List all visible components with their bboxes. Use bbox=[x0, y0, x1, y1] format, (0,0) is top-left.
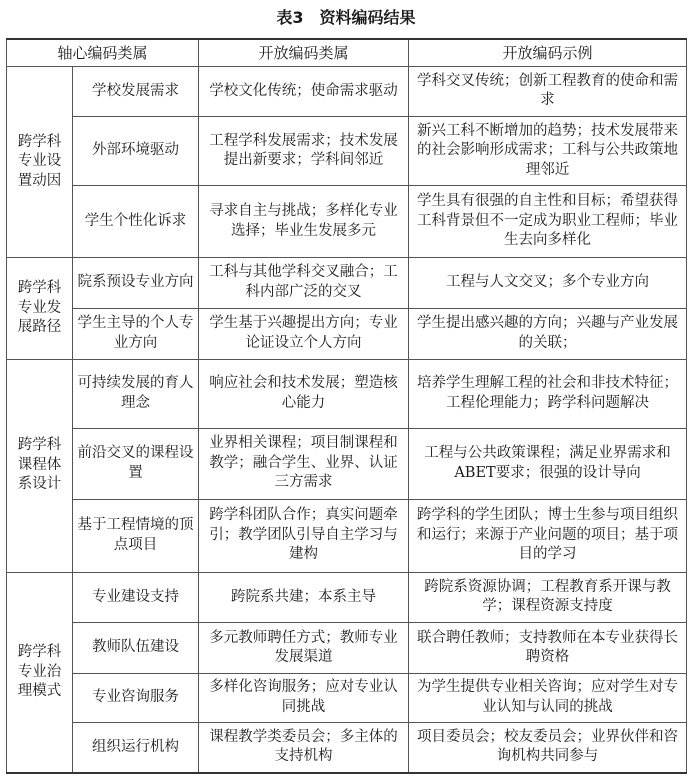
category-cell: 基于工程情境的顶点项目 bbox=[73, 499, 199, 572]
example-cell: 学生具有很强的自主性和目标；希望获得工科背景但不一定成为职业工程师；毕业生去向多样化 bbox=[409, 186, 687, 258]
category-cell: 学生主导的个人专业方向 bbox=[73, 308, 199, 359]
category-cell: 专业咨询服务 bbox=[73, 674, 199, 723]
table-title: 表3 资料编码结果 bbox=[276, 8, 416, 27]
table-row bbox=[7, 572, 687, 623]
open-cell: 寻求自主与挑战；多样化专业选择；毕业生发展多元 bbox=[199, 186, 409, 258]
table-row bbox=[7, 428, 687, 499]
example-cell: 工程与人文交叉；多个专业方向 bbox=[409, 258, 687, 309]
table-row bbox=[7, 359, 687, 428]
category-cell: 专业建设支持 bbox=[73, 572, 199, 623]
open-cell: 学校文化传统；使命需求驱动 bbox=[199, 66, 409, 117]
category-cell: 学校发展需求 bbox=[73, 66, 199, 117]
open-cell: 业界相关课程；项目制课程和教学；融合学生、业界、认证三方需求 bbox=[199, 428, 409, 499]
example-cell: 培养学生理解工程的社会和非技术特征；工程伦理能力；跨学科问题解决 bbox=[409, 359, 687, 428]
header-open-category: 开放编码类属 bbox=[199, 39, 409, 66]
example-cell: 新兴工科不断增加的趋势；技术发展带来的社会影响形成需求；工科与公共政策地理邻近 bbox=[409, 117, 687, 186]
table-row bbox=[7, 623, 687, 674]
example-cell: 学生提出感兴趣的方向；兴趣与产业发展的关联； bbox=[409, 308, 687, 359]
category-cell: 可持续发展的育人理念 bbox=[73, 359, 199, 428]
table-row bbox=[7, 66, 687, 117]
example-cell: 为学生提供专业相关咨询；应对学生对专业认知与认同的挑战 bbox=[409, 674, 687, 723]
example-cell: 项目委员会；校友委员会；业界伙伴和咨询机构共同参与 bbox=[409, 722, 687, 773]
category-cell: 外部环境驱动 bbox=[73, 117, 199, 186]
table-row bbox=[7, 186, 687, 258]
table-row bbox=[7, 308, 687, 359]
axis-category-cell: 跨学科课程体系设计 bbox=[7, 359, 73, 572]
table-row bbox=[7, 674, 687, 723]
category-cell: 学生个性化诉求 bbox=[73, 186, 199, 258]
open-cell: 跨学科团队合作；真实问题牵引；教学团队引导自主学习与建构 bbox=[199, 499, 409, 572]
header-open-example: 开放编码示例 bbox=[409, 39, 687, 66]
category-cell: 组织运行机构 bbox=[73, 722, 199, 773]
category-cell: 教师队伍建设 bbox=[73, 623, 199, 674]
open-cell: 工科与其他学科交叉融合；工科内部广泛的交叉 bbox=[199, 258, 409, 309]
header-axis-category: 轴心编码类属 bbox=[7, 39, 199, 66]
axis-category-cell: 跨学科专业设置动因 bbox=[7, 66, 73, 258]
coding-results-table bbox=[6, 38, 687, 774]
open-cell: 学生基于兴趣提出方向；专业论证设立个人方向 bbox=[199, 308, 409, 359]
open-cell: 跨院系共建；本系主导 bbox=[199, 572, 409, 623]
example-cell: 联合聘任教师；支持教师在本专业获得长聘资格 bbox=[409, 623, 687, 674]
open-cell: 多元教师聘任方式；教师专业发展渠道 bbox=[199, 623, 409, 674]
category-cell: 院系预设专业方向 bbox=[73, 258, 199, 309]
open-cell: 课程教学类委员会；多主体的支持机构 bbox=[199, 722, 409, 773]
example-cell: 跨学科的学生团队；博士生参与项目组织和运行；来源于产业问题的项目；基于项目的学习 bbox=[409, 499, 687, 572]
example-cell: 学科交叉传统；创新工程教育的使命和需求 bbox=[409, 66, 687, 117]
table-row bbox=[7, 499, 687, 572]
axis-category-cell: 跨学科专业发展路径 bbox=[7, 258, 73, 359]
table-row bbox=[7, 258, 687, 309]
example-cell: 跨院系资源协调；工程教育系开课与教学；课程资源支持度 bbox=[409, 572, 687, 623]
example-cell: 工程与公共政策课程；满足业界需求和ABET要求；很强的设计导向 bbox=[409, 428, 687, 499]
category-cell: 前沿交叉的课程设置 bbox=[73, 428, 199, 499]
axis-category-cell: 跨学科专业治理模式 bbox=[7, 572, 73, 773]
open-cell: 多样化咨询服务；应对专业认同挑战 bbox=[199, 674, 409, 723]
table-row bbox=[7, 722, 687, 773]
open-cell: 工程学科发展需求；技术发展提出新要求；学科间邻近 bbox=[199, 117, 409, 186]
open-cell: 响应社会和技术发展；塑造核心能力 bbox=[199, 359, 409, 428]
table-row bbox=[7, 117, 687, 186]
